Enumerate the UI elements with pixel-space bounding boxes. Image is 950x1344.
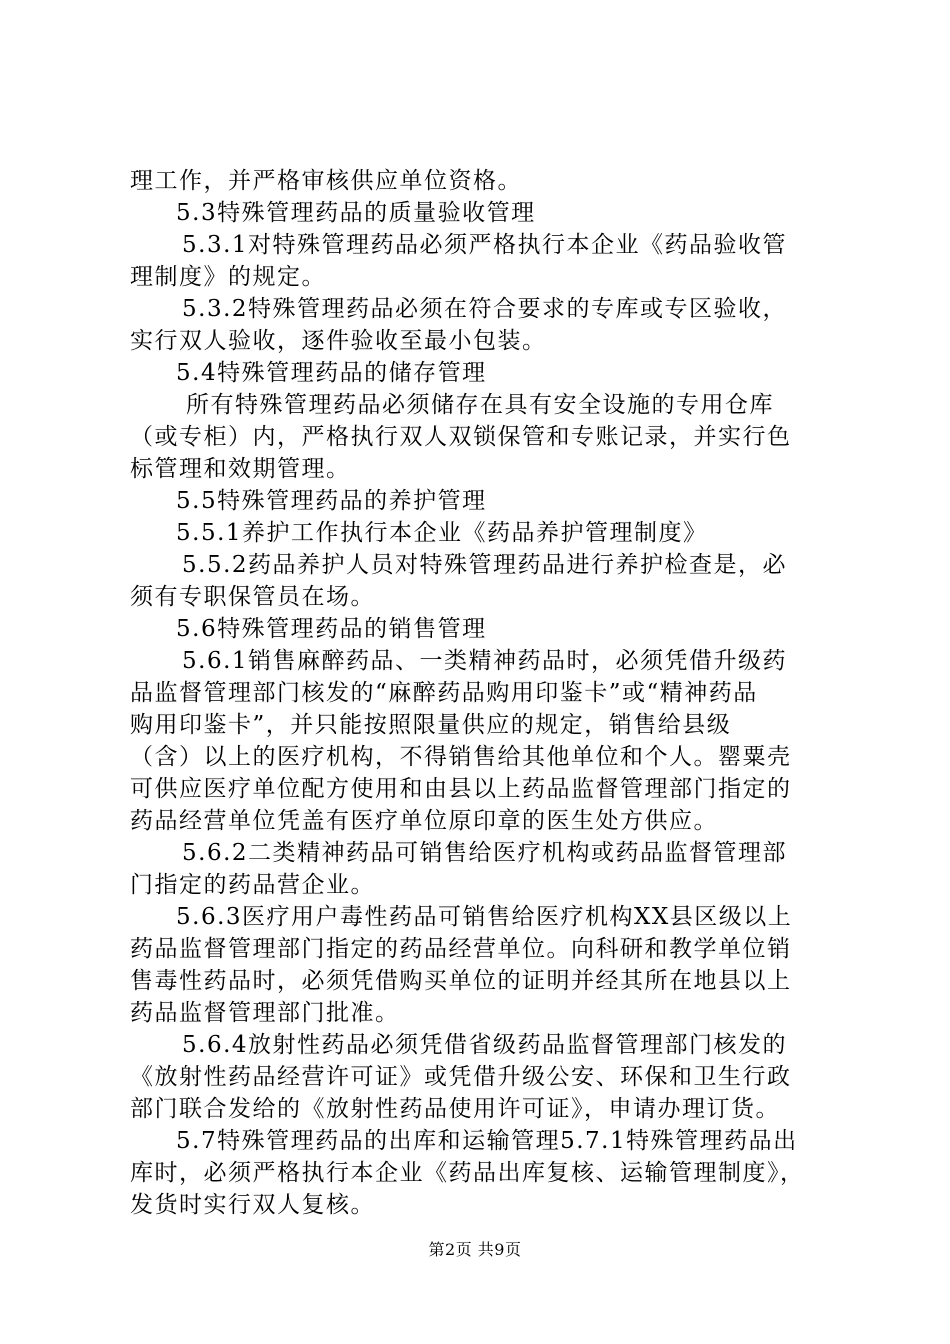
document-body: [130, 165, 830, 1221]
text-line: 5.6特殊管理药品的销售管理: [176, 616, 487, 642]
text-line: （或专柜）内，严格执行双人双锁保管和专账记录，并实行色: [130, 424, 792, 450]
text-line: 5.5特殊管理药品的养护管理: [176, 488, 487, 514]
text-line: 5.3.1对特殊管理药品必须严格执行本企业《药品验收管: [182, 232, 788, 258]
text-line: 实行双人验收，逐件验收至最小包装。: [130, 328, 547, 354]
text-line: 理工作，并严格审核供应单位资格。: [130, 168, 522, 194]
section-heading: [130, 197, 830, 229]
text-line: 购用印鉴卡”，并只能按照限量供应的规定，销售给县级: [130, 712, 732, 738]
paragraph: [130, 165, 830, 197]
text-line: 可供应医疗单位配方使用和由县以上药品监督管理部门指定的: [130, 776, 792, 802]
paragraph: [130, 293, 830, 357]
text-line: 库时，必须严格执行本企业《药品出库复核、运输管理制度》，: [130, 1160, 805, 1186]
text-line: 5.5.1养护工作执行本企业《药品养护管理制度》: [176, 520, 708, 546]
text-line: 药品监督管理部门批准。: [130, 1000, 400, 1026]
text-line: （含）以上的医疗机构，不得销售给其他单位和个人。罂粟壳: [130, 744, 792, 770]
text-line: 门指定的药品营企业。: [130, 872, 375, 898]
text-line: 药品经营单位凭盖有医疗单位原印章的医生处方供应。: [130, 808, 718, 834]
text-line: 标管理和效期管理。: [130, 456, 351, 482]
text-line: 5.6.1销售麻醉药品、一类精神药品时，必须凭借升级药: [182, 648, 788, 674]
text-line: 5.6.3医疗用户毒性药品可销售给医疗机构XX县区级以上: [176, 904, 793, 930]
paragraph: [130, 901, 830, 1029]
paragraph: [130, 1125, 830, 1221]
paragraph: [130, 229, 830, 293]
section-heading: [130, 485, 830, 517]
text-line: 5.7特殊管理药品的出库和运输管理5.7.1特殊管理药品出: [176, 1128, 798, 1154]
text-line: 所有特殊管理药品必须储存在具有安全设施的专用仓库: [186, 392, 774, 418]
text-line: 5.5.2药品养护人员对特殊管理药品进行养护检查是，必: [182, 552, 788, 578]
text-line: 5.3特殊管理药品的质量验收管理: [176, 200, 536, 226]
text-line: 须有专职保管员在场。: [130, 584, 375, 610]
paragraph: [130, 1029, 830, 1125]
text-line: 5.3.2特殊管理药品必须在符合要求的专库或专区验收，: [182, 296, 788, 322]
text-line: 理制度》的规定。: [130, 264, 326, 290]
section-heading: [130, 613, 830, 645]
page-number-footer: 第2页 共9页: [428, 1240, 522, 1259]
text-line: 5.6.4放射性药品必须凭借省级药品监督管理部门核发的: [182, 1032, 788, 1058]
text-line: 品监督管理部门核发的“麻醉药品购用印鉴卡”或“精神药品: [130, 680, 758, 706]
text-line: 售毒性药品时，必须凭借购买单位的证明并经其所在地县以上: [130, 968, 792, 994]
paragraph: [130, 837, 830, 901]
text-line: 部门联合发给的《放射性药品使用许可证》，申请办理订货。: [130, 1096, 780, 1122]
text-line: 药品监督管理部门指定的药品经营单位。向科研和教学单位销: [130, 936, 792, 962]
paragraph: [130, 645, 830, 837]
section-heading: [130, 357, 830, 389]
text-line: 发货时实行双人复核。: [130, 1192, 375, 1218]
paragraph: [130, 389, 830, 485]
text-line: 《放射性药品经营许可证》或凭借升级公安、环保和卫生行政: [130, 1064, 792, 1090]
paragraph: [130, 549, 830, 613]
paragraph: [130, 517, 830, 549]
text-line: 5.6.2二类精神药品可销售给医疗机构或药品监督管理部: [182, 840, 788, 866]
text-line: 5.4特殊管理药品的储存管理: [176, 360, 487, 386]
